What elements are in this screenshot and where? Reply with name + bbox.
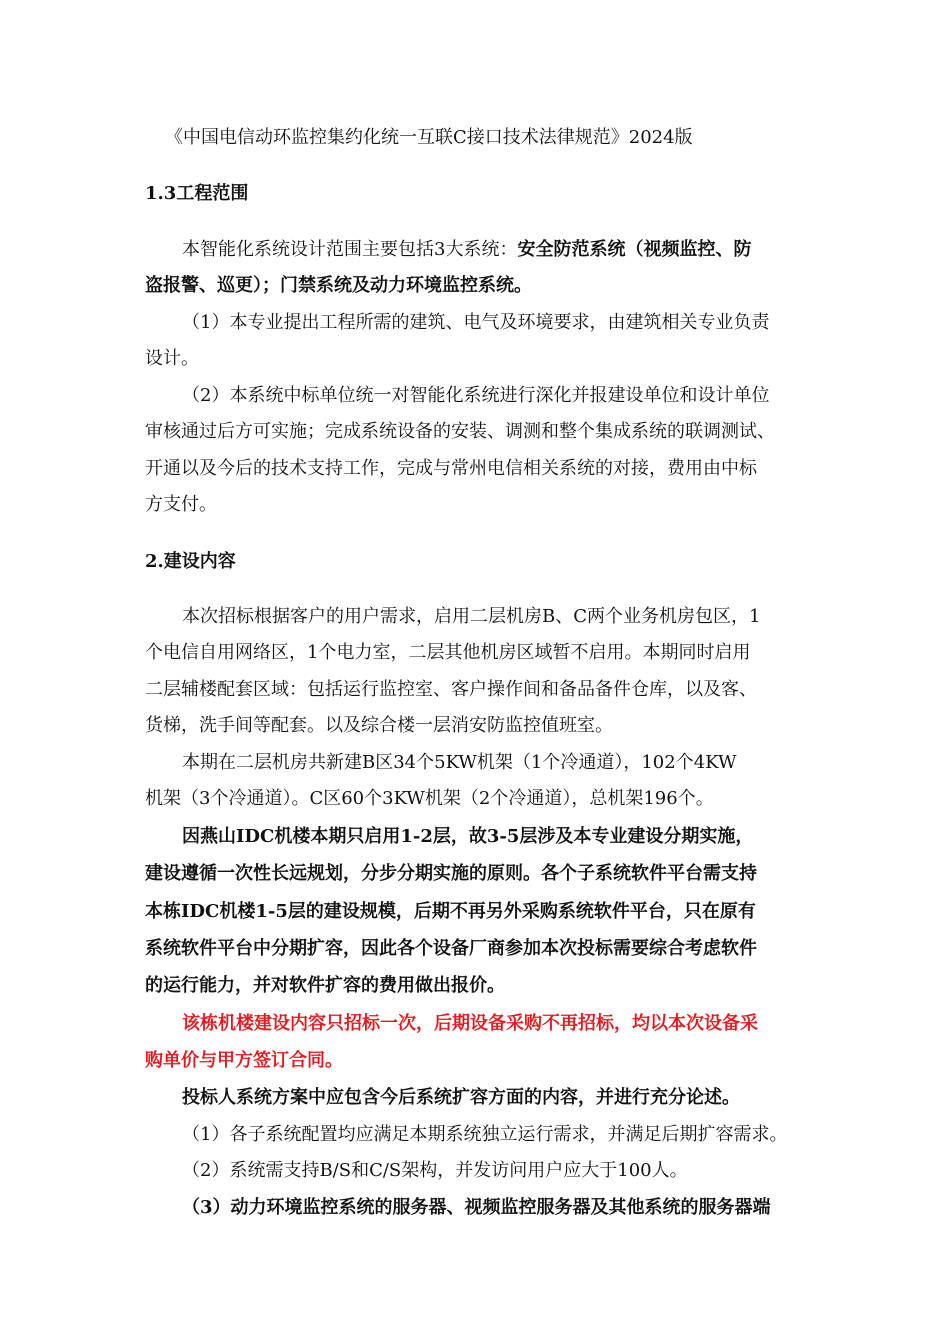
section-heading-2: 2.建设内容 <box>145 551 236 572</box>
list-item-line: 方支付。 <box>145 494 217 515</box>
document-title: 《中国电信动环监控集约化统一互联C接口技术法律规范》2024版 <box>165 127 693 148</box>
paragraph-line: 个电信自用网络区，1个电力室，二层其他机房区域暂不启用。本期同时启用 <box>145 642 751 663</box>
paragraph-bold-line: 因燕山IDC机楼本期只启用1-2层，故3-5层涉及本专业建设分期实施， <box>182 826 754 847</box>
list-item-line: （1）本专业提出工程所需的建筑、电气及环境要求，由建筑相关专业负责 <box>182 312 770 333</box>
paragraph-bold-line: 的运行能力，并对软件扩容的费用做出报价。 <box>145 975 505 996</box>
list-item-line: 审核通过后方可实施；完成系统设备的安装、调测和整个集成系统的联调测试、 <box>145 421 775 442</box>
list-item-line: 设计。 <box>145 348 199 369</box>
section-heading-1-3: 1.3工程范围 <box>145 183 249 204</box>
paragraph-line: 盗报警、巡更）；门禁系统及动力环境监控系统。 <box>145 275 532 296</box>
paragraph-bold-line: 本栋IDC机楼1-5层的建设规模，后期不再另外采购系统软件平台，只在原有 <box>145 901 756 922</box>
paragraph-bold-line: 系统软件平台中分期扩容，因此各个设备厂商参加本次投标需要综合考虑软件 <box>145 938 757 959</box>
list-item-line: 开通以及今后的技术支持工作，完成与常州电信相关系统的对接，费用由中标 <box>145 458 757 479</box>
paragraph-bold-line: 投标人系统方案中应包含今后系统扩容方面的内容，并进行充分论述。 <box>182 1087 740 1108</box>
paragraph-text: 本智能化系统设计范围主要包括3大系统： <box>182 239 518 260</box>
list-item-line: （2）本系统中标单位统一对智能化系统进行深化并报建设单位和设计单位 <box>182 385 770 406</box>
list-item-line: （2）系统需支持B/S和C/S架构，并发访问用户应大于100人。 <box>182 1160 688 1181</box>
highlight-red-line: 购单价与甲方签订合同。 <box>145 1050 343 1071</box>
list-item-line: （1）各子系统配置均应满足本期系统独立运行需求，并满足后期扩容需求。 <box>182 1124 788 1145</box>
paragraph-bold-line: 建设遵循一次性长远规划，分步分期实施的原则。各个子系统软件平台需支持 <box>145 863 757 884</box>
paragraph-line: 机架（3个冷通道）。C区60个3KW机架（2个冷通道），总机架196个。 <box>145 788 714 809</box>
paragraph-bold-text: 安全防范系统（视频监控、防 <box>517 239 752 260</box>
paragraph-line: 本次招标根据客户的用户需求，启用二层机房B、C两个业务机房包区，1 <box>182 606 761 627</box>
highlight-red-line: 该栋机楼建设内容只招标一次，后期设备采购不再招标，均以本次设备采 <box>182 1013 758 1034</box>
paragraph-line: 二层辅楼配套区域：包括运行监控室、客户操作间和备品备件仓库，以及客、 <box>145 679 757 700</box>
paragraph-line: 货梯，洗手间等配套。以及综合楼一层消安防监控值班室。 <box>145 715 613 736</box>
paragraph-line: 本期在二层机房共新建B区34个5KW机架（1个冷通道），102个4KW <box>182 752 737 773</box>
paragraph-line <box>182 240 751 260</box>
list-item-bold-line: （3）动力环境监控系统的服务器、视频监控服务器及其他系统的服务器端 <box>182 1197 771 1218</box>
